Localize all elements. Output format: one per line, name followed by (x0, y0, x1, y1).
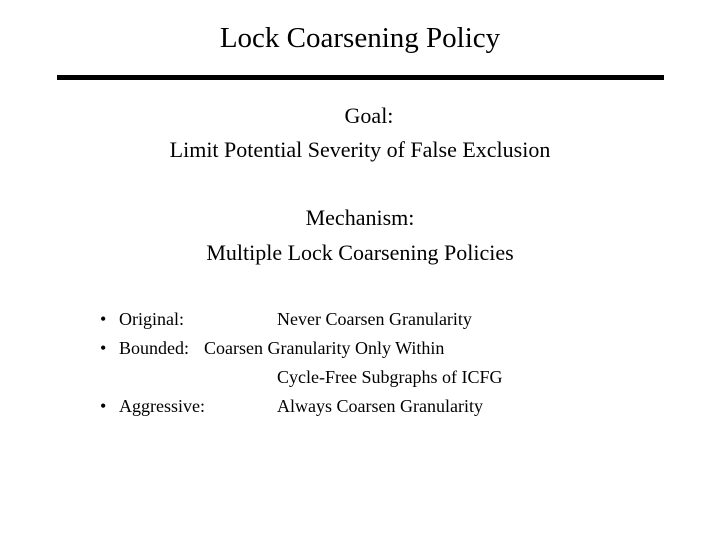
title-divider (57, 75, 664, 80)
mechanism-text: Multiple Lock Coarsening Policies (206, 240, 514, 265)
bullet-marker: • (100, 309, 107, 329)
bullet-marker: • (100, 396, 107, 416)
bullet-name: Aggressive: (119, 396, 205, 416)
bullet-marker: • (100, 338, 107, 358)
mechanism-heading: Mechanism: (305, 205, 415, 230)
slide-title: Lock Coarsening Policy (219, 22, 501, 54)
bullet-description: Coarsen Granularity Only Within (204, 338, 445, 358)
bullet-description-continued: Cycle-Free Subgraphs of ICFG (277, 367, 503, 387)
bullet-description: Never Coarsen Granularity (277, 309, 472, 329)
bullet-name: Bounded: (119, 338, 189, 358)
goal-heading: Goal: (344, 103, 394, 128)
bullet-name: Original: (119, 309, 184, 329)
bullet-description: Always Coarsen Granularity (277, 396, 483, 416)
goal-text: Limit Potential Severity of False Exclusion (169, 137, 551, 162)
